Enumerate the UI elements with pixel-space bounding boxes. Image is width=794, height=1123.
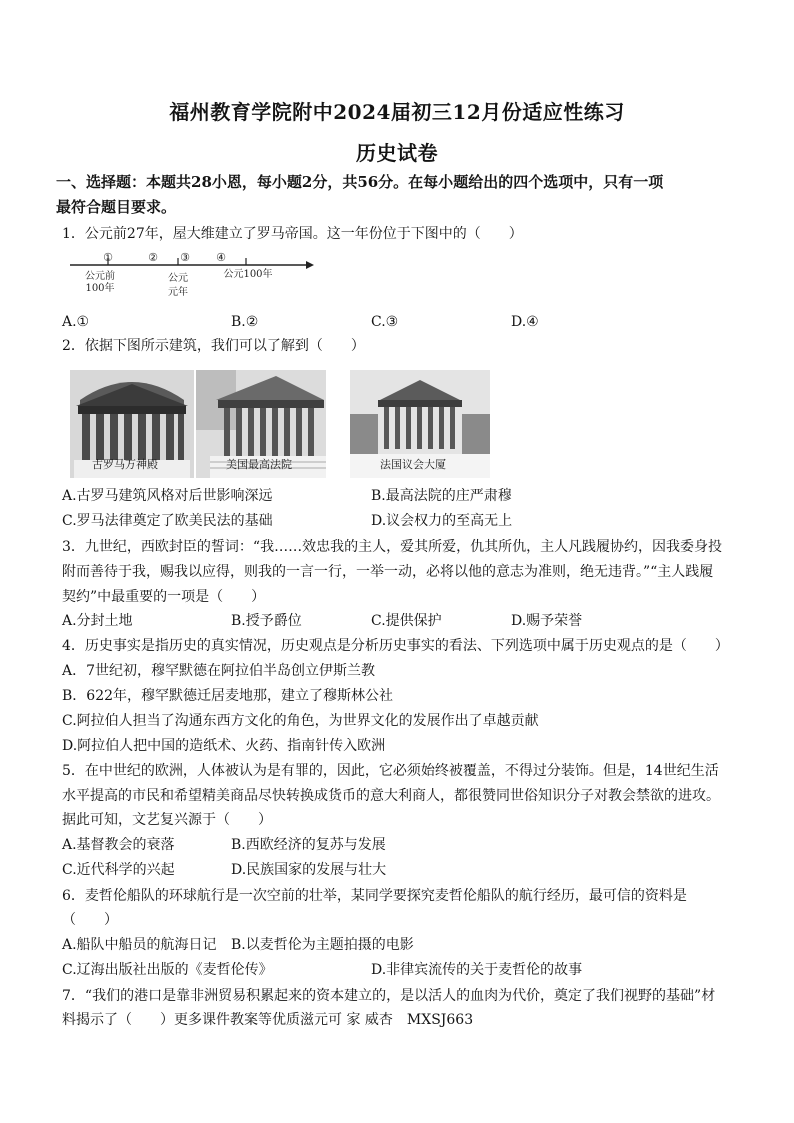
q5-stem-line2: 水平提高的市民和希望精美商品尽快转换成货币的意大利商人，都很赞同世俗知识分子对教会禁欲的进攻。 — [62, 788, 720, 804]
timeline-label-mid-1: 公元 — [168, 273, 188, 284]
q5-option-a: A.基督教会的衰落 — [62, 837, 175, 853]
q1-timeline — [68, 248, 318, 306]
q3-stem-line2: 附而善待于我，赐我以应得，则我的一言一行，一举一动，必将以他的意志为准则，绝无违背。”“主人践履 — [62, 564, 714, 580]
q6-stem-line2: （ ） — [62, 912, 118, 928]
q2-option-d: D.议会权力的至高无上 — [371, 513, 513, 529]
q3-option-b: B.授予爵位 — [231, 613, 302, 629]
timeline-label-left-1: 公元前 — [85, 271, 115, 282]
q3-stem-line3: 契约”中最重要的一项是（ ） — [62, 589, 266, 605]
q6-stem-line1: 6．麦哲伦船队的环球航行是一次空前的壮举，某同学要探究麦哲伦船队的航行经历，最可信的资料是 — [62, 888, 687, 904]
q4-option-d: D.阿拉伯人把中国的造纸术、火药、指南针传入欧洲 — [62, 738, 386, 754]
q5-option-c: C.近代科学的兴起 — [62, 862, 175, 878]
section-instruction-line1: 一、选择题：本题共28小恩，每小题2分，共56分。在每小题给出的四个选项中，只有一项 — [56, 173, 664, 191]
timeline-arrow — [306, 261, 314, 269]
q5-option-b: B.西欧经济的复苏与发展 — [231, 837, 386, 853]
page-subtitle: 历史试卷 — [356, 141, 438, 165]
q2-option-b: B.最高法院的庄严肃穆 — [371, 488, 512, 504]
timeline-marker-1: ① — [103, 251, 113, 264]
q6-option-a: A.船队中船员的航海日记 — [62, 937, 217, 953]
timeline-marker-4: ④ — [216, 251, 226, 264]
q5-stem-line1: 5．在中世纪的欧洲，人体被认为是有罪的，因此，它必须始终被覆盖，不得过分装饰。但是，14世纪生活 — [62, 763, 719, 779]
q6-option-c: C.辽海出版社出版的《麦哲伦传》 — [62, 962, 273, 978]
q3-stem-line1: 3．九世纪，西欧封臣的誓词：“我……效忠我的主人，爱其所爱，仇其所仇，主人凡践履协约，因我委身投 — [62, 539, 723, 555]
national-assembly-caption: 法国议会大厦 — [380, 458, 446, 471]
q3-option-c: C.提供保护 — [371, 613, 442, 629]
timeline-label-left-2: 100年 — [85, 283, 115, 294]
q3-option-a: A.分封土地 — [62, 613, 133, 629]
supreme-court-caption: 美国最高法院 — [226, 458, 292, 471]
q4-option-c: C.阿拉伯人担当了沟通东西方文化的角色，为世界文化的发展作出了卓越贡献 — [62, 713, 539, 729]
q4-option-a: A．7世纪初，穆罕默德在阿拉伯半岛创立伊斯兰教 — [62, 663, 376, 679]
timeline-marker-3: ③ — [180, 251, 190, 264]
q3-option-d: D.赐予荣誉 — [511, 613, 583, 629]
q5-stem-line3: 据此可知，文艺复兴源于（ ） — [62, 812, 272, 828]
q2-stem: 2．依据下图所示建筑，我们可以了解到（ ） — [62, 338, 365, 354]
q5-option-d: D.民族国家的发展与壮大 — [231, 862, 387, 878]
section-instruction-line2: 最符合题目要求。 — [56, 198, 177, 216]
timeline-marker-2: ② — [148, 251, 158, 264]
q1-option-c: C.③ — [371, 314, 399, 330]
q1-option-b: B.② — [231, 314, 259, 330]
q1-option-a: A.① — [62, 314, 90, 330]
q2-option-c: C.罗马法律奠定了欧美民法的基础 — [62, 513, 273, 529]
q6-option-b: B.以麦哲伦为主题拍摄的电影 — [231, 937, 414, 953]
q7-stem-line2: 料揭示了（ ）更多课件教案等优质滋元可 家 威杏 MXSJ663 — [62, 1012, 474, 1028]
q7-stem-line1: 7．“我们的港口是靠非洲贸易积累起来的资本建立的，是以活人的血肉为代价，奠定了我们视野的基础”材 — [62, 988, 716, 1004]
q1-stem: 1．公元前27年，屋大维建立了罗马帝国。这一年份位于下图中的（ ） — [62, 226, 523, 242]
q6-option-d: D.非律宾流传的关于麦哲伦的故事 — [371, 962, 583, 978]
q2-option-a: A.古罗马建筑风格对后世影响深远 — [62, 488, 273, 504]
timeline-label-right: 公元100年 — [223, 269, 273, 280]
q4-stem: 4．历史事实是指历史的真实情况，历史观点是分析历史事实的看法、下列选项中属于历史观点的是（ ） — [62, 638, 729, 654]
pantheon-caption: 古罗马万神殿 — [92, 458, 158, 471]
q4-option-b: B．622年，穆罕默德迁居麦地那，建立了穆斯林公社 — [62, 688, 394, 704]
page-title: 福州教育学院附中2024届初三12月份适应性练习 — [169, 100, 625, 124]
timeline-label-mid-2: 元年 — [168, 287, 188, 298]
q1-option-d: D.④ — [511, 314, 539, 330]
